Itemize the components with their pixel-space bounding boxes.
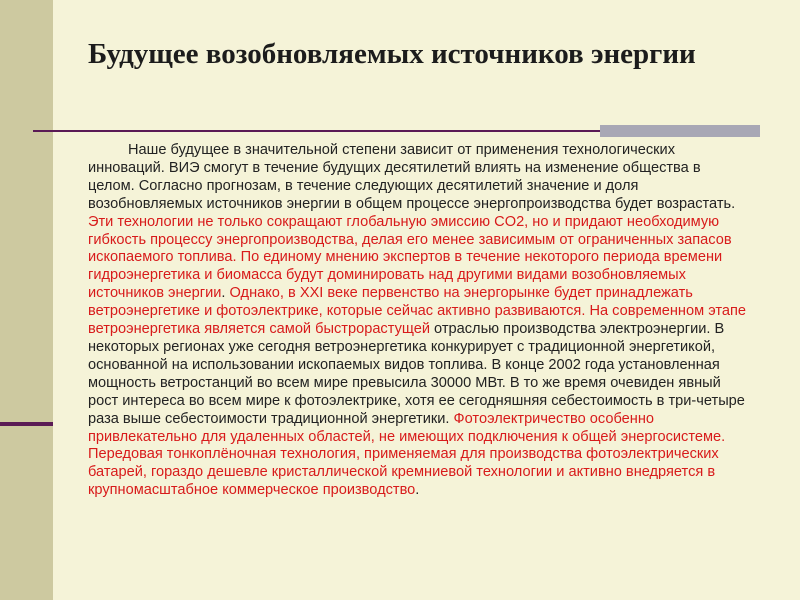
sidebar-accent-line [0,422,53,426]
title-accent-bar [600,125,760,137]
title-divider [33,130,600,132]
slide-sidebar [0,0,53,600]
slide-body-text [88,142,748,500]
text-run: Наше будущее в значительной степени зависит от применения технологических инноваций. ВИЭ смогут в течение будущих десятилетий влиять на изменение общества в целом. Согласно прогнозам, в течение следующих десятилетий значение и доля возобновляемых источников энергии в общем процессе энергопроизводства будет возрастать. [88,142,736,212]
highlighted-text-run: Эти технологии не только сокращают глобальную эмиссию CO2, но и придают необходимую гибкость процессу энергопроизводства, делая его менее зависимым от ограниченных запасов ископаемого топлива. По единому мнению экспертов в течение некоторого периода времени гидроэнергетика и биомасса будут доминировать над другими видами возобновляемых источников энергии [88,213,732,302]
highlighted-text-run: Фотоэлектричество особенно привлекательно для удаленных областей, не имеющих подключения к общей энергосистеме. Передовая тонкоплёночная технология, применяемая для производства фотоэлектрических батарей, гораздо дешевле кристаллической кремниевой технологии и активно внедряется в крупномасштабное коммерческое производство [88,410,726,499]
text-run: отраслью производства электроэнергии. В некоторых регионах уже сегодня ветроэнергетика конкурирует с традиционной энергетикой, основанной на использовании ископаемых видов топлива. В конце 2002 года установленная мощность ветростанций во всем мире превысила 30000 МВт. В то же время очевиден явный рост интереса во всем мире к фотоэлектрике, хотя ее сегодняшняя себестоимость в три-четыре раза выше себестоимости традиционной энергетики. [88,321,745,427]
slide-title: Будущее возобновляемых источников энергии [88,38,696,70]
text-run: . [415,482,420,499]
text-run: . [221,285,230,302]
highlighted-text-run: Однако, в XXI веке первенство на энергорынке будет принадлежать ветроэнергетике и фотоэлектрике, которые сейчас активно развиваются. На современном этапе ветроэнергетика является самой быстрорастущей [88,285,746,338]
